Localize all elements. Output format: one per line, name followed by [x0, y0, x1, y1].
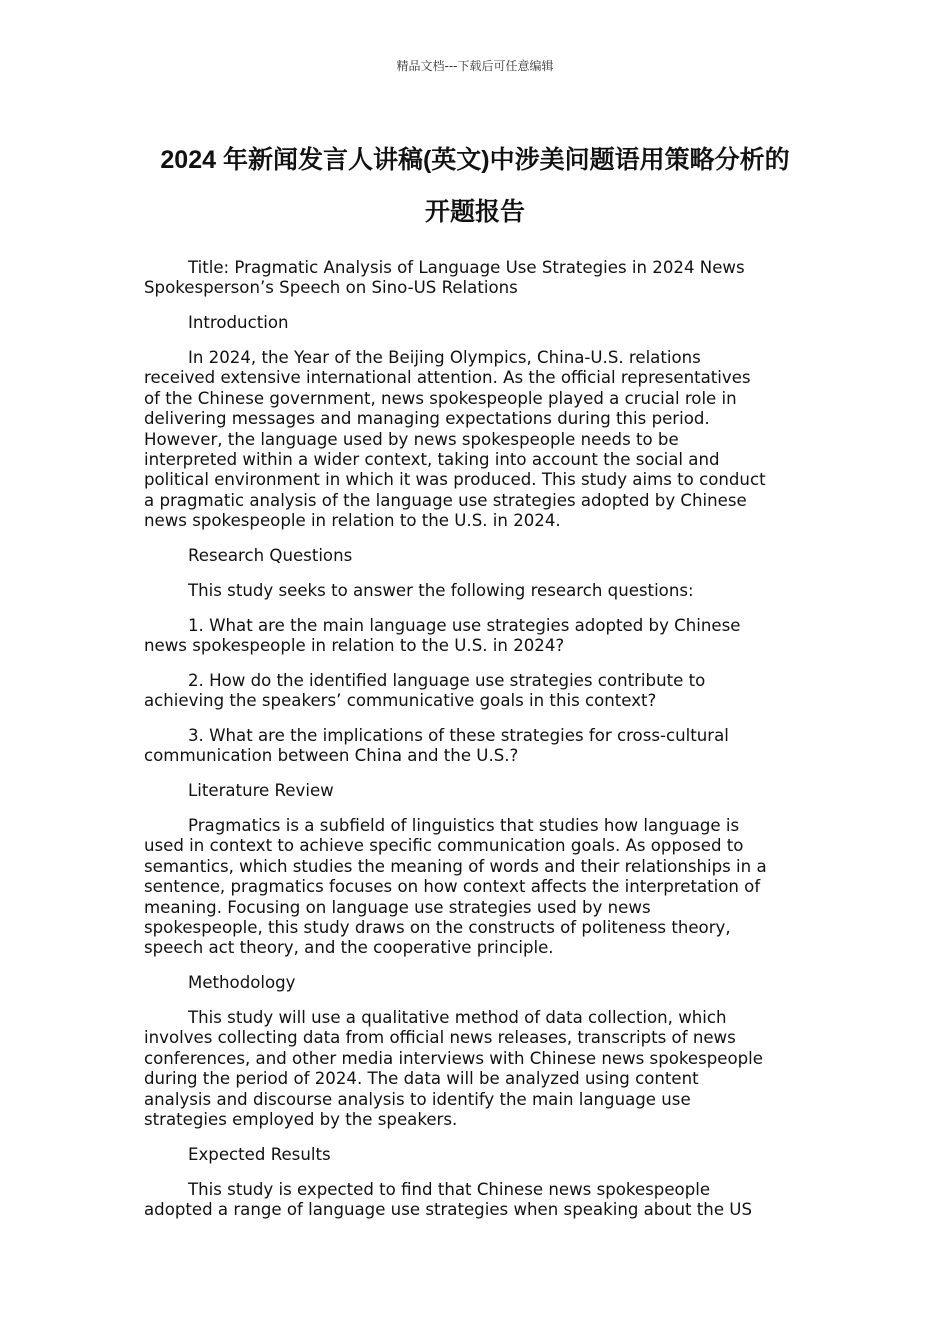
text-line: speech act theory, and the cooperative principle. — [144, 938, 554, 958]
text-line: delivering messages and managing expectations during this period. — [144, 409, 710, 429]
text-line: Research Questions — [188, 546, 353, 566]
text-line: meaning. Focusing on language use strategies used by news — [144, 897, 651, 917]
text-line: received extensive international attention. As the official representatives — [144, 368, 751, 388]
text-line: news spokespeople in relation to the U.S. in 2024? — [144, 636, 565, 656]
paragraph — [144, 348, 824, 532]
text-line: Introduction — [188, 313, 289, 333]
paragraph — [144, 616, 824, 657]
text-line: involves collecting data from official news releases, transcripts of news — [144, 1028, 736, 1048]
paragraph — [144, 1145, 824, 1165]
text-line: news spokespeople in relation to the U.S. in 2024. — [144, 511, 561, 531]
paragraph — [144, 581, 824, 601]
paragraph — [144, 973, 824, 993]
paragraph — [144, 1180, 824, 1221]
text-line: interpreted within a wider context, taking into account the social and — [144, 450, 720, 470]
text-line: during the period of 2024. The data will be analyzed using content — [144, 1069, 699, 1089]
document-title — [0, 134, 950, 238]
text-line: Expected Results — [188, 1144, 331, 1164]
text-line: spokespeople, this study draws on the constructs of politeness theory, — [144, 918, 731, 938]
paragraph — [144, 258, 824, 299]
text-line: Pragmatics is a subfield of linguistics that studies how language is — [188, 816, 740, 836]
text-line: Spokesperson’s Speech on Sino-US Relations — [144, 278, 518, 298]
text-line: 2. How do the identified language use strategies contribute to — [188, 670, 706, 690]
text-line: adopted a range of language use strategies when speaking about the US — [144, 1200, 752, 1220]
text-line: of the Chinese government, news spokespeople played a crucial role in — [144, 388, 737, 408]
title-line: 开题报告 — [424, 198, 525, 226]
document-body — [144, 258, 824, 1235]
text-line: communication between China and the U.S.? — [144, 746, 519, 766]
text-line: However, the language used by news spokespeople needs to be — [144, 429, 679, 449]
text-line: This study is expected to find that Chinese news spokespeople — [188, 1179, 711, 1199]
paragraph — [144, 781, 824, 801]
paragraph — [144, 1008, 824, 1130]
text-line: Methodology — [188, 973, 296, 993]
text-line: 3. What are the implications of these strategies for cross-cultural — [188, 726, 729, 746]
text-line: achieving the speakers’ communicative goals in this context? — [144, 691, 657, 711]
text-line: 1. What are the main language use strategies adopted by Chinese — [188, 615, 741, 635]
text-line: analysis and discourse analysis to identify the main language use — [144, 1089, 691, 1109]
page-header-note: 精品文档---下载后可任意编辑 — [396, 59, 554, 73]
text-line: conferences, and other media interviews with Chinese news spokespeople — [144, 1048, 763, 1068]
text-line: Title: Pragmatic Analysis of Language Use Strategies in 2024 News — [188, 258, 745, 277]
text-line: political environment in which it was produced. This study aims to conduct — [144, 470, 766, 490]
text-line: a pragmatic analysis of the language use strategies adopted by Chinese — [144, 490, 747, 510]
paragraph — [144, 671, 824, 712]
paragraph — [144, 546, 824, 566]
text-line: strategies employed by the speakers. — [144, 1110, 458, 1130]
text-line: Literature Review — [188, 781, 334, 801]
paragraph — [144, 726, 824, 767]
text-line: This study will use a qualitative method of data collection, which — [188, 1008, 727, 1028]
text-line: This study seeks to answer the following research questions: — [188, 580, 694, 600]
text-line: sentence, pragmatics focuses on how context affects the interpretation of — [144, 877, 761, 897]
text-line: semantics, which studies the meaning of words and their relationships in a — [144, 856, 767, 876]
text-line: In 2024, the Year of the Beijing Olympics, China-U.S. relations — [188, 348, 701, 367]
paragraph — [144, 816, 824, 959]
text-line: used in context to achieve specific communication goals. As opposed to — [144, 836, 744, 856]
title-line: 2024 年新闻发言人讲稿(英文)中涉美问题语用策略分析的 — [160, 146, 790, 174]
paragraph — [144, 313, 824, 333]
